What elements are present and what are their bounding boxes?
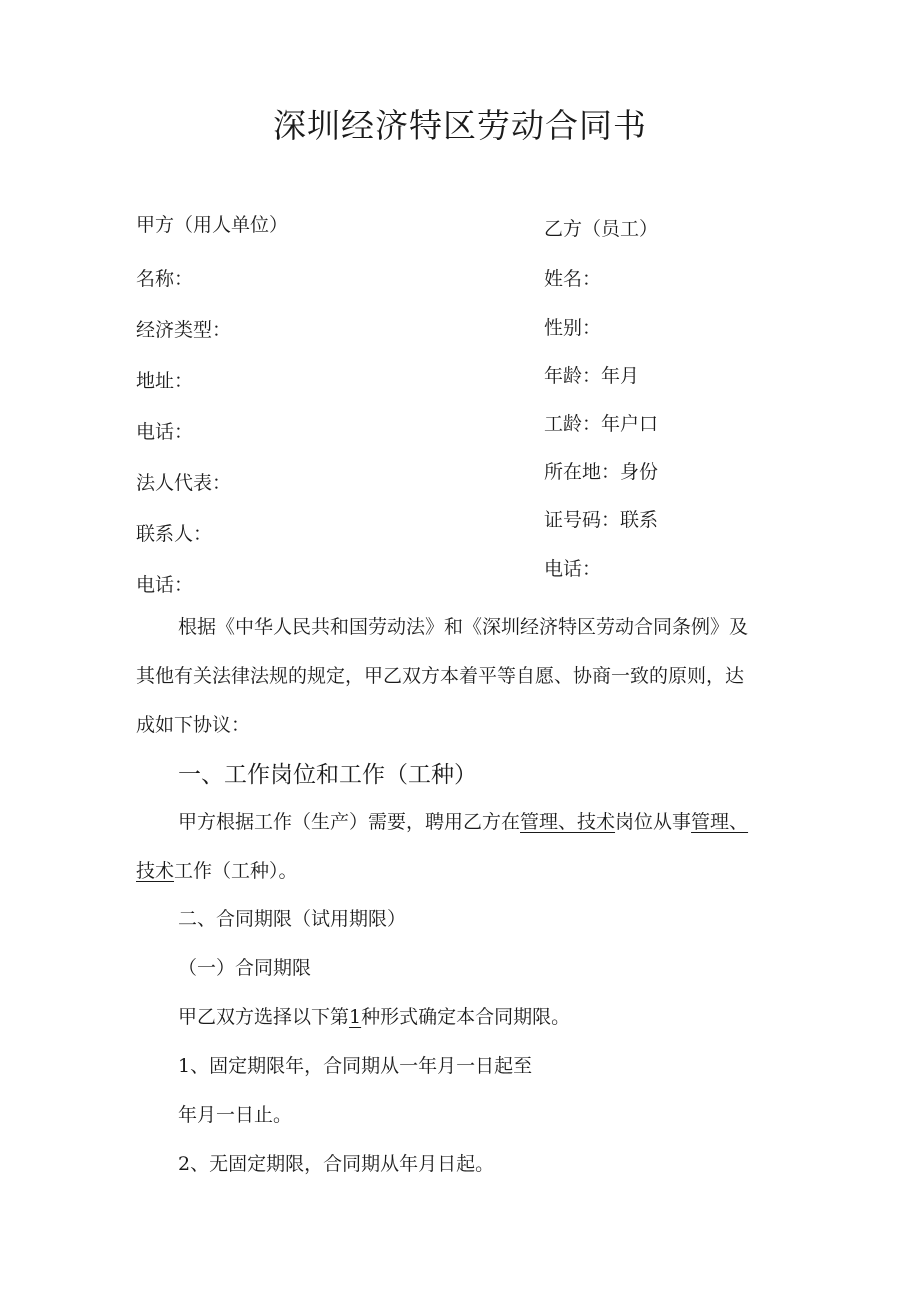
intro-line-3: 成如下协议： bbox=[136, 714, 251, 736]
term-item-1: 1、固定期限年，合同期从一年月一日起至 bbox=[178, 1055, 533, 1077]
party-b-header: 乙方（员工） bbox=[544, 218, 659, 240]
party-a-address: 地址： bbox=[136, 370, 194, 392]
underlined-work: 管理、 bbox=[691, 811, 749, 833]
text-fragment: 岗位从事 bbox=[615, 811, 692, 833]
party-a-contact: 联系人： bbox=[136, 523, 213, 545]
section-2-sub-heading: （一）合同期限 bbox=[178, 957, 312, 979]
party-b-location: 所在地：身份 bbox=[544, 461, 659, 483]
term-item-1-continued: 年月一日止。 bbox=[178, 1104, 293, 1126]
section-1-paragraph-line-2 bbox=[136, 856, 298, 883]
text-fragment: 工作（工种）。 bbox=[174, 860, 298, 882]
underlined-post: 管理、技术 bbox=[520, 811, 616, 833]
party-b-age: 年龄：年月 bbox=[544, 365, 640, 387]
party-a-legal-rep: 法人代表： bbox=[136, 472, 232, 494]
party-a-name: 名称： bbox=[136, 268, 194, 290]
term-choice-line bbox=[178, 1002, 570, 1029]
party-a-header: 甲方（用人单位） bbox=[136, 214, 289, 236]
party-b-id-no: 证号码：联系 bbox=[544, 509, 659, 531]
term-choice-number: 1 bbox=[349, 1006, 362, 1028]
party-a-phone: 电话： bbox=[136, 421, 194, 443]
party-b-phone: 电话： bbox=[544, 558, 602, 580]
text-fragment: 种形式确定本合同期限。 bbox=[361, 1006, 571, 1028]
party-b-name: 姓名： bbox=[544, 268, 602, 290]
party-a-econ-type: 经济类型： bbox=[136, 319, 232, 341]
party-a-contact-phone: 电话： bbox=[136, 574, 194, 596]
party-b-gender: 性别： bbox=[544, 317, 602, 339]
party-b-work-years: 工龄：年户口 bbox=[544, 413, 659, 435]
underlined-work-cont: 技术 bbox=[136, 860, 175, 882]
section-2-heading: 二、合同期限（试用期限） bbox=[178, 908, 407, 930]
term-item-2: 2、无固定期限，合同期从年月日起。 bbox=[178, 1153, 495, 1175]
section-1-paragraph-line-1 bbox=[178, 807, 748, 834]
document-title: 深圳经济特区劳动合同书 bbox=[273, 106, 647, 145]
text-fragment: 甲乙双方选择以下第 bbox=[178, 1006, 350, 1028]
intro-line-1: 根据《中华人民共和国劳动法》和《深圳经济特区劳动合同条例》及 bbox=[178, 616, 749, 638]
intro-line-2: 其他有关法律法规的规定，甲乙双方本着平等自愿、协商一致的原则，达 bbox=[136, 665, 745, 687]
section-1-heading: 一、工作岗位和工作（工种） bbox=[178, 762, 477, 788]
text-fragment: 甲方根据工作（生产）需要，聘用乙方在 bbox=[178, 811, 521, 833]
